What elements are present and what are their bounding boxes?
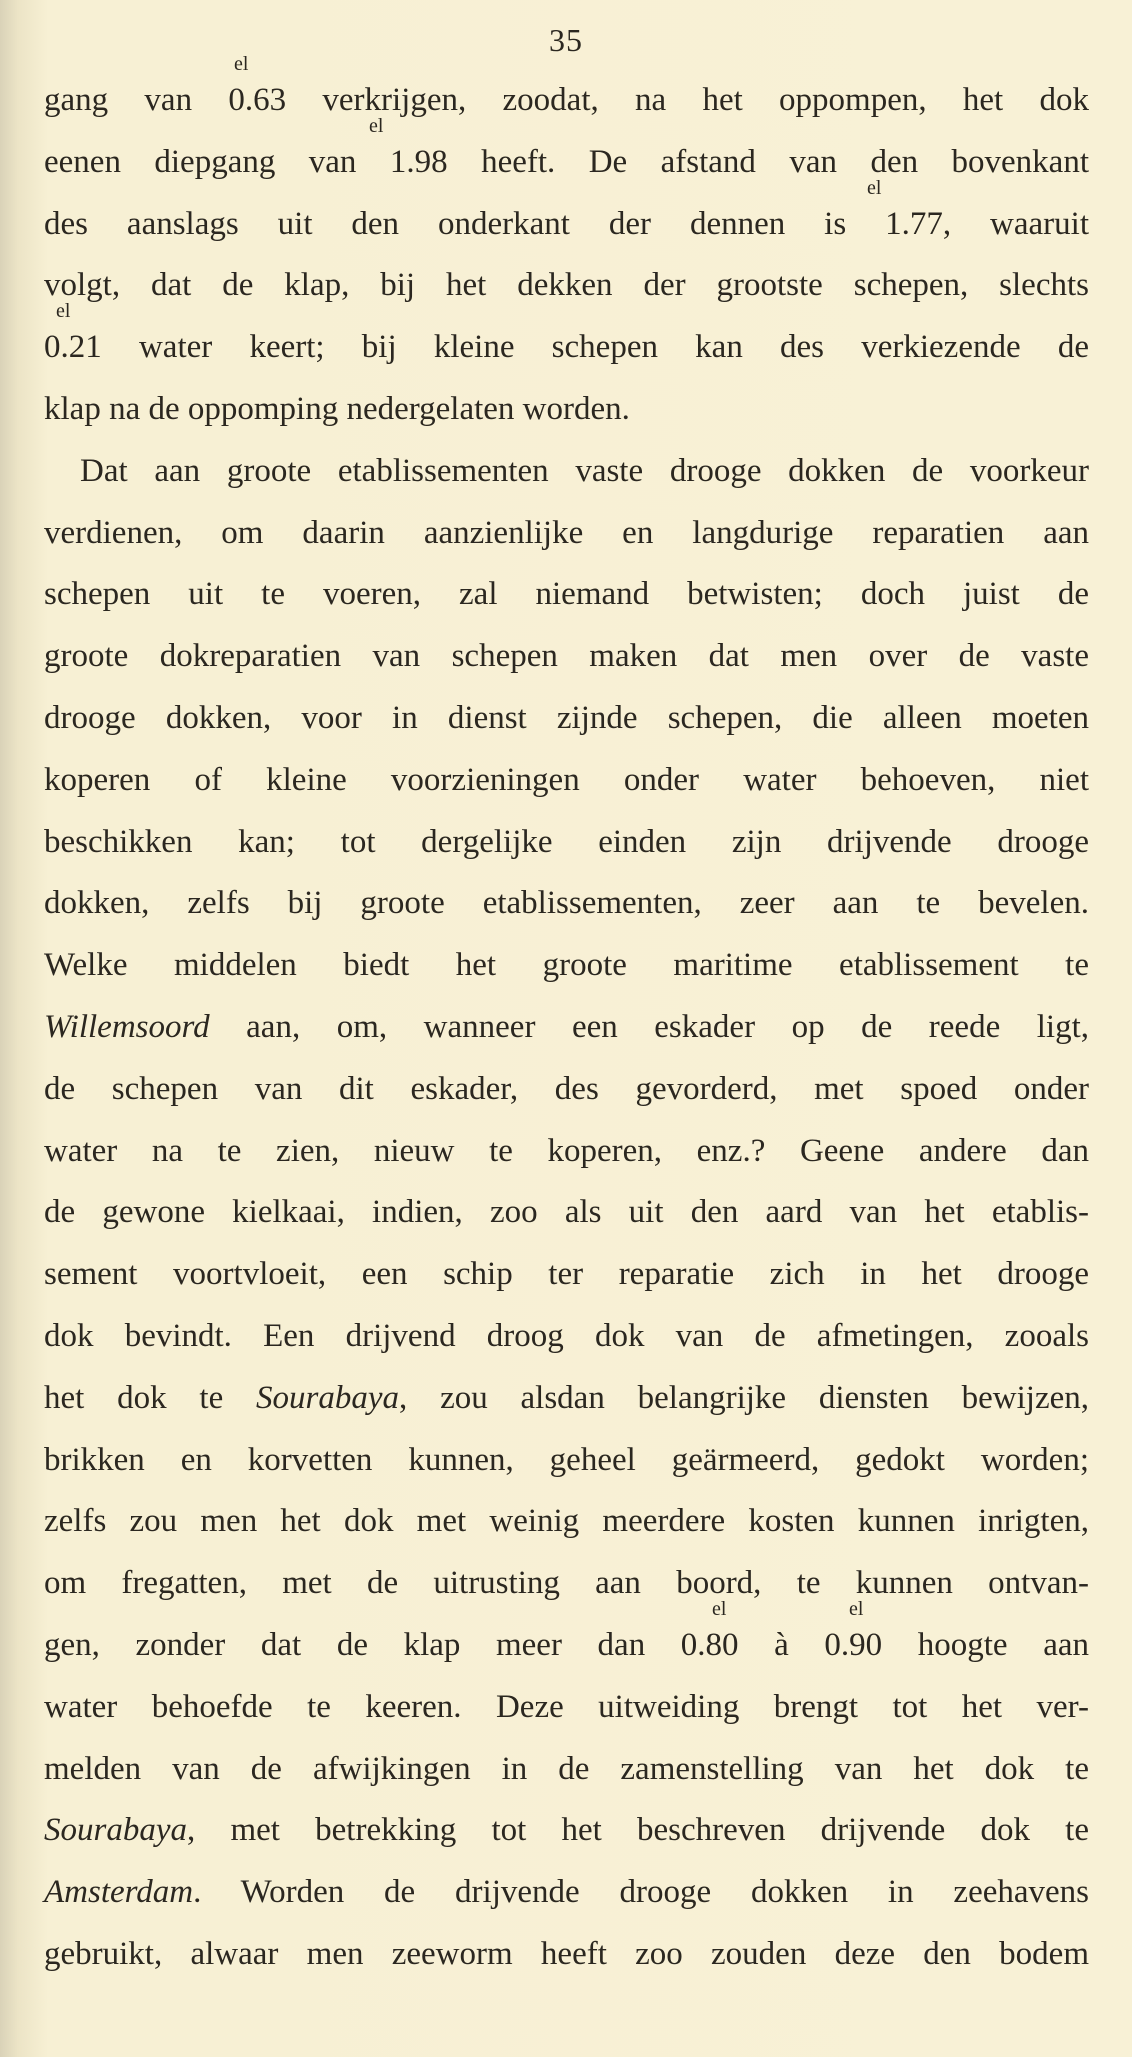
text-line: Welke middelen biedt het groote maritime etablissement te [44, 947, 1089, 984]
italic-place-name: Willemsoord [44, 1008, 210, 1045]
text-line: drooge dokken, voor in dienst zijnde schepen, die alleen moeten [44, 699, 1089, 736]
text-line: dokken, zelfs bij groote etablissementen, zeer aan te bevelen. [44, 885, 1089, 922]
text-line: het dok te Sourabaya, zou alsdan belangrijke diensten bewijzen, [44, 1379, 1089, 1416]
text-line: el gang van 0.63 verkrijgen, zoodat, na het oppompen, het dok [44, 53, 1089, 118]
italic-place-name: Sourabaya [256, 1379, 400, 1416]
text-line: klap na de oppomping nedergelaten worden. [44, 390, 630, 427]
superscript-unit: el [867, 176, 882, 199]
text-line: melden van de afwijkingen in de zamenstelling van het dok te [44, 1750, 1089, 1787]
superscript-unit: el [849, 1597, 864, 1620]
text-line: om fregatten, met de uitrusting aan boord, te kunnen ontvan- [44, 1565, 1089, 1602]
text-line: de gewone kielkaai, indien, zoo als uit den aard van het etablis- [44, 1194, 1089, 1231]
text-line: beschikken kan; tot dergelijke einden zijn drijvende drooge [44, 823, 1089, 860]
text-line: schepen uit te voeren, zal niemand betwisten; doch juist de [44, 576, 1089, 613]
text-line: el des aanslags uit den onderkant der dennen is 1.77, waaruit [44, 176, 1089, 242]
text-line: zelfs zou men het dok met weinig meerdere kosten kunnen inrigten, [44, 1503, 1089, 1540]
text-line: dok bevindt. Een drijvend droog dok van de afmetingen, zooals [44, 1317, 1089, 1354]
text-line: el 0.21 water keert; bij kleine schepen kan des verkiezende de [44, 300, 1089, 366]
text-line: koperen of kleine voorzieningen onder water behoeven, niet [44, 761, 1089, 798]
text-line: brikken en korvetten kunnen, geheel geärmeerd, gedokt worden; [44, 1441, 1089, 1478]
superscript-unit: el [234, 53, 249, 75]
superscript-unit: el [56, 300, 71, 323]
italic-place-name: Sourabaya [44, 1812, 187, 1849]
text-line: Dat aan groote etablissementen vaste drooge dokken de voorkeur [80, 452, 1089, 489]
text-line: groote dokreparatien van schepen maken dat men over de vaste [44, 638, 1089, 675]
italic-place-name: Amsterdam [44, 1874, 194, 1911]
text-line: de schepen van dit eskader, des gevorderd, met spoed onder [44, 1070, 1089, 1107]
text-line: water na te zien, nieuw te koperen, enz.? Geene andere dan [44, 1132, 1089, 1169]
superscript-unit: el [712, 1597, 727, 1620]
text-line: el el gen, zonder dat de klap meer dan 0.80 à 0.90 hoogte aan [44, 1597, 1089, 1663]
superscript-unit: el [369, 114, 384, 137]
text-line: gebruikt, alwaar men zeeworm heeft zoo zouden deze den bodem [44, 1935, 1089, 1972]
text-line: el eenen diepgang van 1.98 heeft. De afstand van den bovenkant [44, 114, 1089, 180]
text-line: Amsterdam. Worden de drijvende drooge dokken in zeehavens [44, 1874, 1089, 1911]
text-line: Willemsoord aan, om, wanneer een eskader op de reede ligt, [44, 1008, 1089, 1045]
page-number: 35 [549, 22, 583, 58]
body-text [44, 53, 1089, 1986]
text-line: Sourabaya, met betrekking tot het beschreven drijvende dok te [44, 1812, 1089, 1849]
text-line: water behoefde te keeren. Deze uitweiding brengt tot het ver- [44, 1688, 1089, 1725]
text-line: verdienen, om daarin aanzienlijke en langdurige reparatien aan [44, 514, 1089, 551]
text-line: volgt, dat de klap, bij het dekken der grootste schepen, slechts [44, 267, 1089, 304]
text-line: sement voortvloeit, een schip ter reparatie zich in het drooge [44, 1256, 1089, 1293]
